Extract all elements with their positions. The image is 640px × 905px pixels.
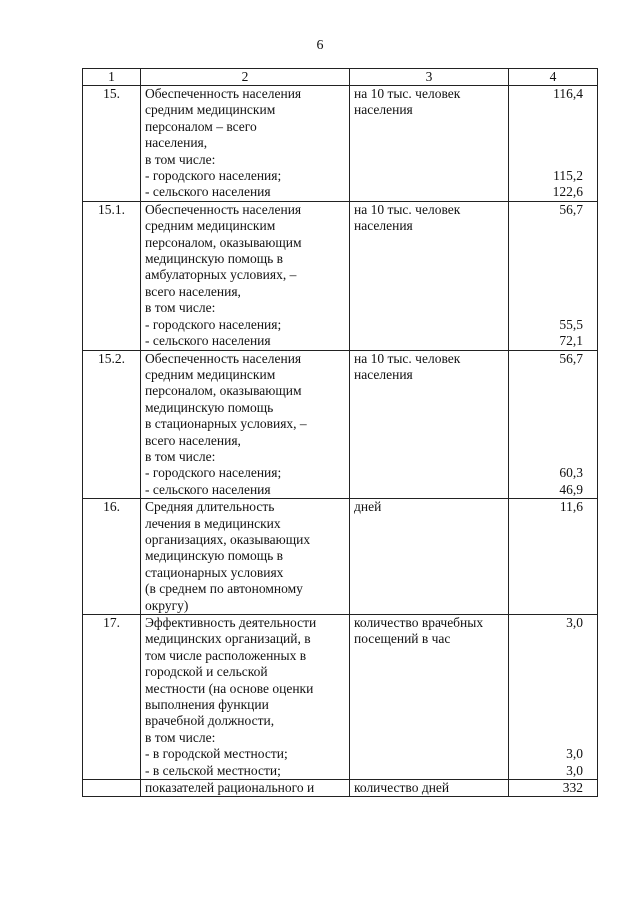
unit-line: на 10 тыс. человек	[354, 350, 461, 366]
value-line	[513, 235, 583, 251]
indicator-line: средним медицинским	[145, 366, 276, 382]
unit-line: на 10 тыс. человек	[354, 201, 461, 217]
table-row	[83, 86, 598, 202]
indicator-line: Средняя длительность	[145, 499, 275, 515]
header-cell-4: 4	[509, 69, 598, 86]
value-line	[513, 251, 583, 267]
indicator-name	[141, 86, 350, 202]
indicator-line: персоналом – всего	[145, 118, 257, 134]
value-line: 122,6	[552, 184, 583, 200]
unit-of-measure	[350, 615, 509, 780]
row-number: 15.2.	[83, 350, 141, 499]
unit-line: населения	[354, 218, 413, 234]
unit-line: населения	[354, 366, 413, 382]
table-header-row	[83, 69, 598, 86]
indicator-line: медицинскую помощь в	[145, 251, 284, 267]
unit-of-measure	[350, 499, 509, 615]
value-line	[513, 449, 583, 465]
indicator-line: персоналом, оказывающим	[145, 234, 302, 250]
indicator-line: в том числе:	[145, 729, 216, 745]
value-line	[513, 681, 583, 697]
row-number: 15.	[83, 86, 141, 202]
unit-of-measure	[350, 86, 509, 202]
indicator-line: медицинскую помощь в	[145, 548, 284, 564]
value-line: 55,5	[559, 316, 583, 332]
indicator-line: округу)	[145, 597, 189, 613]
indicator-line: средним медицинским	[145, 102, 276, 118]
indicator-line: в стационарных условиях, –	[145, 416, 307, 432]
indicator-line: - городского населения;	[145, 168, 282, 184]
indicator-name	[141, 201, 350, 350]
row-number: 15.1.	[83, 201, 141, 350]
value-line: 3,0	[566, 615, 583, 630]
indicator-line: - городского населения;	[145, 465, 282, 481]
table-row	[83, 780, 598, 797]
indicator-line: персоналом, оказывающим	[145, 383, 302, 399]
value-line	[513, 152, 583, 168]
value-line	[513, 135, 583, 151]
indicator-line: организациях, оказывающих	[145, 531, 311, 547]
indicator-line: Обеспеченность населения	[145, 350, 302, 366]
indicator-line: - городского населения;	[145, 316, 282, 332]
indicator-line: показателей рационального и	[145, 780, 315, 796]
value-line: 116,4	[553, 86, 583, 101]
table-row	[83, 201, 598, 350]
indicator-line: врачебной должности,	[145, 713, 275, 729]
value-line	[513, 383, 583, 399]
value-line: 72,1	[559, 333, 583, 349]
unit-of-measure	[350, 780, 509, 797]
value-line	[513, 631, 583, 647]
unit-line: на 10 тыс. человек	[354, 86, 461, 101]
indicator-value	[509, 201, 598, 350]
value-line	[513, 218, 583, 234]
indicator-line: амбулаторных условиях, –	[145, 267, 297, 283]
value-line	[513, 367, 583, 383]
value-line: 46,9	[559, 481, 583, 497]
indicator-name	[141, 780, 350, 797]
value-line: 56,7	[559, 350, 583, 366]
indicator-name	[141, 615, 350, 780]
table-row	[83, 615, 598, 780]
value-line: 56,7	[559, 201, 583, 217]
unit-line: количество дней	[354, 780, 450, 796]
indicator-line: лечения в медицинских	[145, 515, 281, 531]
indicator-line: - в городской местности;	[145, 746, 288, 762]
unit-line: посещений в час	[354, 631, 451, 647]
indicator-value	[509, 86, 598, 202]
indicator-line: - в сельской местности;	[145, 762, 281, 778]
indicator-line: медицинскую помощь	[145, 399, 274, 415]
indicator-line: в том числе:	[145, 448, 216, 464]
value-line	[513, 284, 583, 300]
row-number: 16.	[83, 499, 141, 615]
indicator-line: стационарных условиях	[145, 564, 284, 580]
value-line: 115,2	[553, 168, 583, 184]
indicator-line: Эффективность деятельности	[145, 615, 317, 630]
indicator-line: - сельского населения	[145, 481, 271, 497]
value-line	[513, 433, 583, 449]
value-line	[513, 697, 583, 713]
header-cell-3: 3	[350, 69, 509, 86]
indicator-value	[509, 780, 598, 797]
indicator-line: Обеспеченность населения	[145, 86, 302, 101]
header-cell-2: 2	[141, 69, 350, 86]
value-line: 3,0	[566, 762, 583, 778]
indicator-line: том числе расположенных в	[145, 647, 307, 663]
indicator-line: всего населения,	[145, 432, 241, 448]
indicator-line: медицинских организаций, в	[145, 631, 311, 647]
indicator-line: в том числе:	[145, 300, 216, 316]
indicator-line: Обеспеченность населения	[145, 201, 302, 217]
value-line	[513, 730, 583, 746]
indicator-line: - сельского населения	[145, 333, 271, 349]
page-number: 6	[316, 38, 324, 53]
value-line	[513, 400, 583, 416]
row-number: 17.	[83, 615, 141, 780]
unit-line: количество врачебных	[354, 615, 484, 630]
indicator-line: (в среднем по автономному	[145, 581, 303, 597]
value-line: 332	[562, 780, 583, 796]
indicator-value	[509, 615, 598, 780]
unit-line: населения	[354, 102, 413, 118]
value-line	[513, 102, 583, 118]
unit-line: дней	[354, 499, 382, 515]
indicators-table	[82, 68, 598, 797]
table-row	[83, 350, 598, 499]
value-line: 3,0	[566, 746, 583, 762]
indicator-value	[509, 350, 598, 499]
value-line: 11,6	[559, 499, 583, 515]
indicator-line: населения,	[145, 135, 208, 151]
indicator-line: в том числе:	[145, 151, 216, 167]
table-row	[83, 499, 598, 615]
value-line: 60,3	[559, 465, 583, 481]
value-line	[513, 648, 583, 664]
value-line	[513, 119, 583, 135]
indicator-line: городской и сельской	[145, 664, 268, 680]
indicator-name	[141, 350, 350, 499]
value-line	[513, 713, 583, 729]
indicator-line: всего населения,	[145, 283, 241, 299]
indicator-value	[509, 499, 598, 615]
row-number	[83, 780, 141, 797]
unit-of-measure	[350, 201, 509, 350]
unit-of-measure	[350, 350, 509, 499]
value-line	[513, 300, 583, 316]
value-line	[513, 416, 583, 432]
indicator-name	[141, 499, 350, 615]
table-body	[83, 69, 598, 797]
indicator-line: местности (на основе оценки	[145, 680, 314, 696]
indicator-line: средним медицинским	[145, 218, 276, 234]
indicator-line: - сельского населения	[145, 184, 271, 200]
value-line	[513, 267, 583, 283]
value-line	[513, 664, 583, 680]
header-cell-1: 1	[83, 69, 141, 86]
indicator-line: выполнения функции	[145, 697, 269, 713]
